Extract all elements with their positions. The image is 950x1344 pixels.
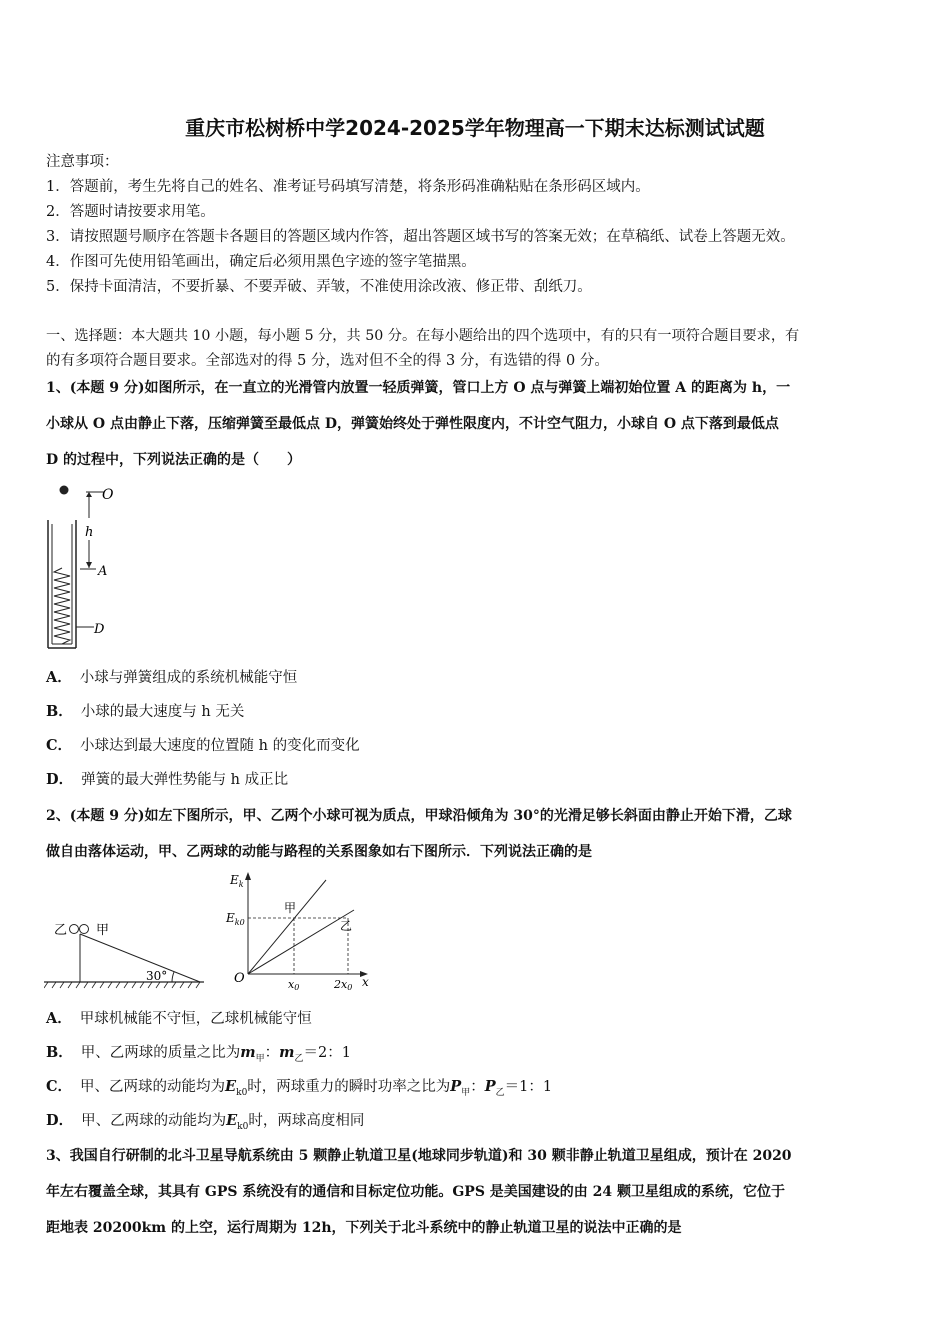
- ball-icon: [60, 486, 69, 495]
- origin-label: O: [234, 971, 245, 986]
- question-2-text: 做自由落体运动，甲、乙两球的动能与路程的关系图象如右下图所示．下列说法正确的是: [46, 844, 592, 860]
- line-jia-label: 甲: [284, 901, 297, 915]
- 2x0-label: 2x0: [334, 978, 353, 992]
- line-jia: [248, 880, 326, 974]
- label-a: A: [98, 564, 108, 579]
- q1-option-c: C． 小球达到最大速度的位置随 h 的变化而变化: [46, 737, 360, 754]
- q2-option-d: D． 甲、乙两球的动能均为$E_{k0}$时，两球高度相同: [46, 1112, 365, 1132]
- x-axis-label: x: [362, 975, 369, 989]
- notice-item: 4．作图可先使用铅笔画出，确定后必须用黑色字迹的签字笔描黑。: [46, 254, 476, 270]
- question-1-text: 1、(本题 9 分)如图所示，在一直立的光滑管内放置一轻质弹簧，管口上方 O 点与弹簧上端初始位置 A 的距离为 h，一: [46, 380, 791, 396]
- ek0-label: $E_{k0}$: [226, 911, 245, 927]
- question-3-text: 3、我国自行研制的北斗卫星导航系统由 5 颗静止轨道卫星(地球同步轨道)和 30 颗非静止轨道卫星组成，预计在 2020: [46, 1148, 792, 1164]
- page-title: 重庆市松树桥中学2024-2025学年物理高一下期末达标测试试题: [185, 116, 765, 140]
- question-3-text: 距地表 20200km 的上空，运行周期为 12h，下列关于北斗系统中的静止轨道卫星的说法中正确的是: [46, 1220, 682, 1236]
- question-2-text: 2、(本题 9 分)如左下图所示，甲、乙两个小球可视为质点，甲球沿倾角为 30°的光滑足够长斜面由静止开始下滑，乙球: [46, 808, 792, 824]
- q1-option-b: B． 小球的最大速度与 h 无关: [46, 703, 245, 720]
- notice-item: 1．答题前，考生先将自己的姓名、准考证号码填写清楚，将条形码准确粘贴在条形码区域内。: [46, 179, 650, 195]
- spring-icon: [54, 568, 70, 644]
- ek-x-graph: [222, 868, 382, 992]
- notice-item: 3．请按照题号顺序在答题卡各题目的答题区域内作答，超出答题区域书写的答案无效；在草稿纸、试卷上答题无效。: [46, 229, 795, 245]
- question-3-text: 年左右覆盖全球，其具有 GPS 系统没有的通信和目标定位功能。GPS 是美国建设的由 24 颗卫星组成的系统，它位于: [46, 1184, 786, 1200]
- question-1-text: D 的过程中，下列说法正确的是（ ）: [46, 452, 302, 468]
- tube-spring-figure: [40, 478, 130, 658]
- q2-option-b: B． 甲、乙两球的质量之比为$m_甲$：$m_乙=2$：1: [46, 1044, 351, 1064]
- line-yi: [248, 910, 354, 974]
- ground-hatch: [44, 982, 200, 988]
- ball-yi-icon: [70, 925, 79, 934]
- notice-item: 5．保持卡面清洁，不要折暴、不要弄破、弄皱，不准使用涂改液、修正带、刮纸刀。: [46, 279, 592, 295]
- label-yi: 乙: [54, 923, 68, 938]
- notice-item: 2．答题时请按要求用笔。: [46, 204, 215, 220]
- label-angle: 30°: [146, 969, 168, 983]
- section-instructions: 的有多项符合题目要求。全部选对的得 5 分，选对但不全的得 3 分，有选错的得 0 分。: [46, 353, 609, 369]
- label-o: O: [102, 487, 114, 503]
- q2-option-c: C． 甲、乙两球的动能均为$E_{k0}$时，两球重力的瞬时功率之比为$P_甲$：$P_乙=1$：1: [46, 1078, 553, 1098]
- notice-heading: 注意事项：: [46, 154, 119, 170]
- q2-option-a: A． 甲球机械能不守恒，乙球机械能守恒: [46, 1010, 312, 1027]
- x0-label: x0: [288, 978, 300, 992]
- label-d: D: [94, 622, 105, 637]
- q1-option-a: A． 小球与弹簧组成的系统机械能守恒: [46, 669, 298, 686]
- q1-option-d: D． 弹簧的最大弹性势能与 h 成正比: [46, 771, 289, 788]
- ball-jia-icon: [80, 925, 89, 934]
- y-axis-label: $E_k$: [230, 873, 244, 889]
- incline-figure: [44, 910, 214, 996]
- section-instructions: 一、选择题：本大题共 10 小题，每小题 5 分，共 50 分。在每小题给出的四个选项中，有的只有一项符合题目要求，有: [46, 328, 800, 344]
- question-1-text: 小球从 O 点由静止下落，压缩弹簧至最低点 D，弹簧始终处于弹性限度内，不计空气阻力，小球自 O 点下落到最低点: [46, 416, 779, 432]
- label-jia: 甲: [96, 923, 110, 938]
- label-h: h: [85, 525, 94, 540]
- line-yi-label: 乙: [340, 919, 353, 933]
